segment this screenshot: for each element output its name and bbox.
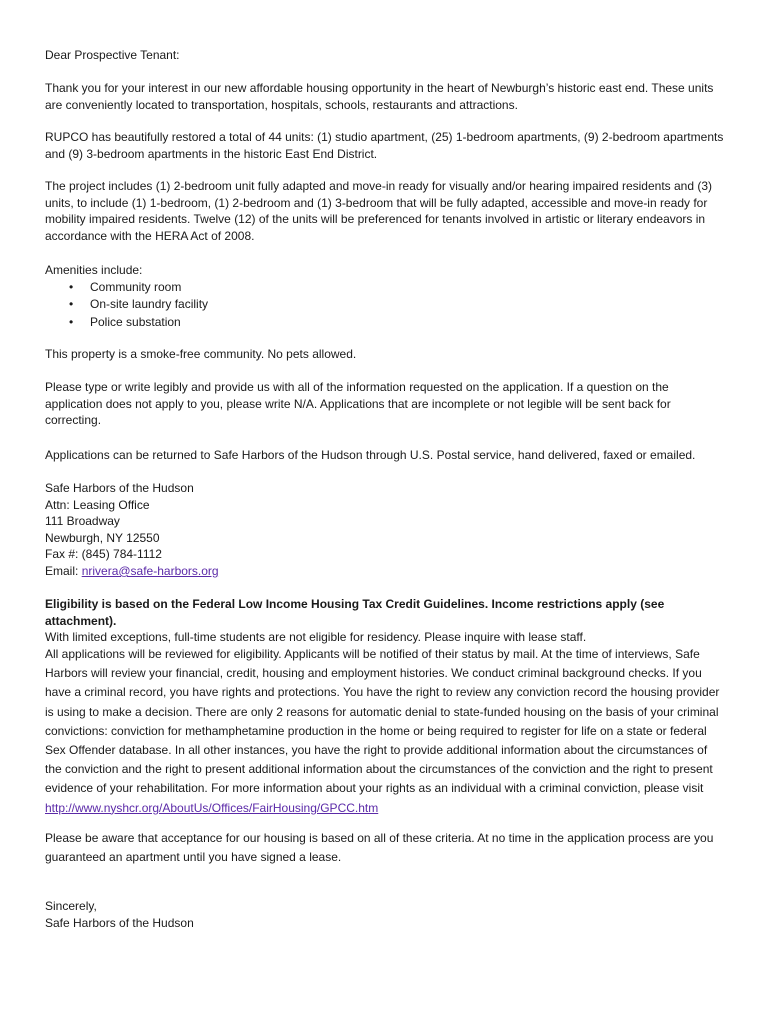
email-link[interactable]: nrivera@safe-harbors.org (81, 563, 219, 578)
mailing-address (45, 480, 725, 580)
address-city: Newburgh, NY 12550 (45, 530, 160, 545)
bullet-icon: • (69, 314, 74, 329)
fair-housing-link[interactable]: http://www.nyshcr.org/AboutUs/Offices/FairHousing/GPCC.htm (45, 800, 379, 815)
amenities-list (45, 279, 725, 332)
address-email-line (45, 563, 725, 580)
address-street: 111 Broadway (45, 514, 120, 529)
return-info: Applications can be returned to Safe Harbors of the Hudson through U.S. Postal service, hand delivered, faxed or emailed. (45, 448, 696, 462)
list-item: • Police substation (69, 314, 181, 329)
units-paragraph: RUPCO has beautifully restored a total of 44 units: (1) studio apartment, (25) 1-bedroom apartments, (9) 2-bedroom apartments and (9) 3-bedroom apartments in the historic East End District. (45, 130, 724, 161)
smoke-free-notice: This property is a smoke-free community. No pets allowed. (45, 347, 357, 361)
closing: Sincerely, (45, 899, 97, 913)
email-label: Email: (45, 563, 82, 578)
signature: Safe Harbors of the Hudson (45, 916, 194, 930)
list-item: • On-site laundry facility (69, 297, 209, 311)
eligibility-bold: Eligibility is based on the Federal Low Income Housing Tax Credit Guidelines. Income restrictions apply (see attachment). (45, 597, 665, 628)
project-paragraph: The project includes (1) 2-bedroom unit fully adapted and move-in ready for visually and/or hearing impaired residents and (3) units, to include (1) 1-bedroom, (1) 2-bedroom and (1) 3-bedroom that will be fully adapted, accessible and move-in ready for mobility impaired residents. Twelve (12) of the units will be preferenced for tenants involved in artistic or literary endeavors in accordance with the HERA Act of 2008. (45, 179, 713, 243)
review-paragraph (45, 645, 725, 818)
bullet-icon: • (69, 297, 74, 311)
intro-paragraph: Thank you for your interest in our new affordable housing opportunity in the heart of Newburgh’s historic east end. These units are conveniently located to transportation, hospitals, schools, restaurants and attractions. (45, 81, 714, 112)
address-attn: Attn: Leasing Office (45, 497, 150, 512)
amenities-heading: Amenities include: (45, 263, 143, 277)
address-fax: Fax #: (845) 784-1112 (45, 547, 162, 562)
eligibility-paragraph (45, 596, 725, 646)
greeting: Dear Prospective Tenant: (45, 48, 180, 62)
bullet-icon: • (69, 279, 74, 294)
review-text: All applications will be reviewed for eligibility. Applicants will be notified of their status by mail. At the time of interviews, Safe Harbors will review your financial, credit, housing and employment histories. We conduct criminal background checks. If you have a criminal record, you have rights and protections. You have the right to review any conviction record the housing provider is using to make a decision. There are only 2 reasons for automatic denial to state-funded housing on the basis of your criminal convictions: conviction for methamphetamine production in the home or being required to register for life on a state or federal Sex Offender database. In all other instances, you have the right to provide additional information about the circumstances of the conviction and the right to present additional information about the circumstances of the conviction and the right to present evidence of your rehabilitation. For more information about your rights as an individual with a criminal conviction, please visit (45, 647, 720, 796)
eligibility-text: With limited exceptions, full-time students are not eligible for residency. Please inquire with lease staff. (45, 630, 587, 644)
acceptance-paragraph: Please be aware that acceptance for our housing is based on all of these criteria. At no time in the application process are you guaranteed an apartment until you have signed a lease. (45, 831, 714, 865)
instructions-paragraph: Please type or write legibly and provide us with all of the information requested on the application. If a question on the application does not apply to you, please write N/A. Applications that are incomplete or not legible will be sent back for correcting. (45, 380, 671, 427)
address-name: Safe Harbors of the Hudson (45, 481, 194, 495)
list-item: • Community room (69, 279, 182, 294)
amenities-section (45, 262, 725, 331)
